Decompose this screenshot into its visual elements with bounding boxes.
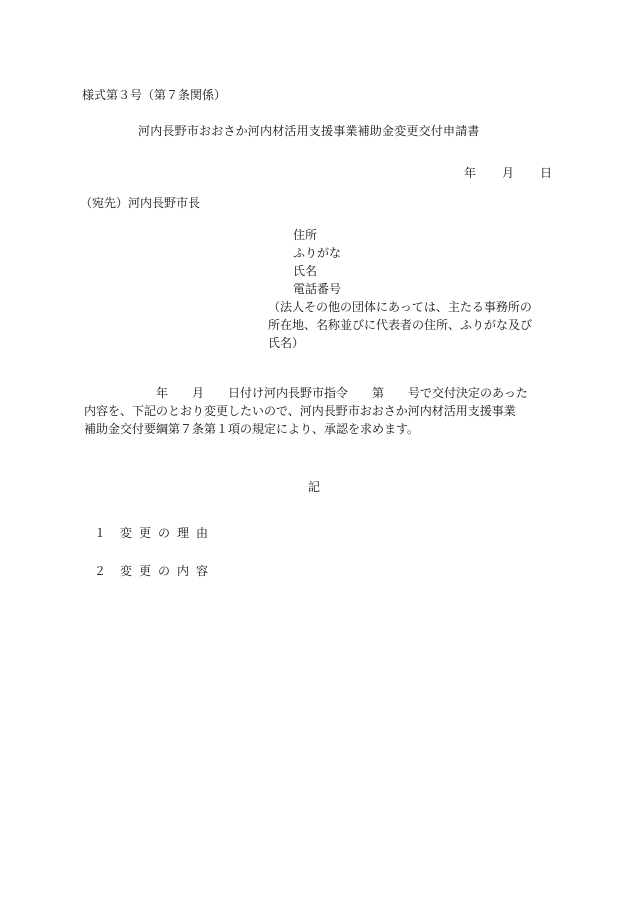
item-label: 変更の理由 <box>120 526 216 540</box>
document-title: 河内長野市おおさか河内材活用支援事業補助金変更交付申請書 <box>138 124 480 138</box>
corporation-note-line: 所在地、名称並びに代表者の住所、ふりがな及び <box>268 318 533 332</box>
furigana-label: ふりがな <box>293 246 342 260</box>
request-body-line: 年 月 日付け河内長野市指令 第 号で交付決定のあった <box>156 386 528 400</box>
date-line <box>464 166 552 180</box>
phone-label: 電話番号 <box>293 282 342 296</box>
item-label: 変更の内容 <box>120 564 216 578</box>
corporation-note <box>268 298 558 352</box>
item-change-content <box>94 564 215 578</box>
request-body-line: 内容を、下記のとおり変更したいので、河内長野市おおさか河内材活用支援事業 <box>84 404 516 418</box>
request-body <box>84 384 554 438</box>
form-number: 様式第３号（第７条関係） <box>82 88 227 102</box>
date-month-label: 月 <box>502 166 515 180</box>
request-body-line: 補助金交付要綱第７条第１項の規定により、承認を求めます。 <box>84 422 420 436</box>
addressee: （宛先）河内長野市長 <box>80 196 201 210</box>
corporation-note-line: （法人その他の団体にあっては、主たる事務所の <box>268 300 532 314</box>
corporation-note-line: 氏名） <box>268 336 305 350</box>
date-year-label: 年 <box>464 166 477 180</box>
item-number: ２ <box>94 564 107 578</box>
item-change-reason <box>94 526 215 540</box>
date-day-label: 日 <box>540 166 553 180</box>
address-label: 住所 <box>293 228 318 242</box>
name-label: 氏名 <box>293 264 318 278</box>
item-number: １ <box>94 526 107 540</box>
ki-heading: 記 <box>308 480 321 494</box>
